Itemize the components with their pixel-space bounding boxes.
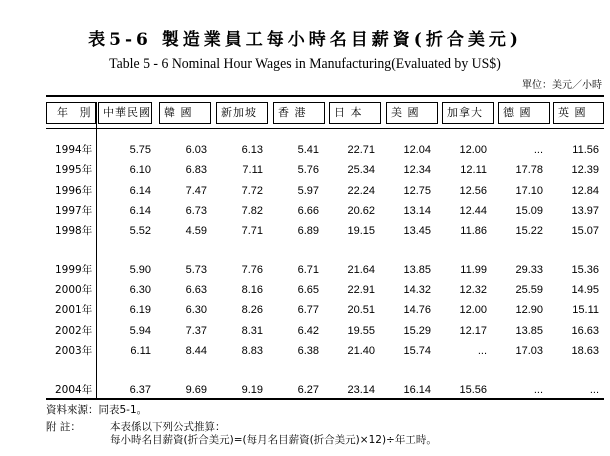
table-row	[46, 161, 604, 180]
table-cell: 12.17	[459, 325, 487, 337]
table-cell: 13.97	[571, 205, 599, 217]
table-cell: 5.90	[129, 264, 151, 276]
row-year: 2002年	[55, 325, 93, 337]
header-year: 年 別	[46, 102, 96, 124]
table-cell: 7.11	[242, 164, 263, 176]
table-cell: 9.19	[241, 384, 263, 396]
table-cell: 15.07	[571, 225, 599, 237]
table-cell: 16.63	[571, 325, 599, 337]
header-country-roc: 中華民國	[98, 102, 152, 124]
table-cell: 6.14	[129, 205, 151, 217]
table-cell: 20.51	[347, 304, 375, 316]
table-cell: 14.95	[571, 284, 599, 296]
page-title-english: Table 5 - 6 Nominal Hour Wages in Manufacturing(Evaluated by US$)	[109, 56, 501, 72]
table-row	[46, 182, 604, 201]
table-cell: 5.73	[185, 264, 207, 276]
table-cell: 17.03	[515, 345, 543, 357]
table-cell: 11.56	[572, 144, 599, 156]
table-cell: 19.55	[347, 325, 375, 337]
table-cell: 15.09	[515, 205, 543, 217]
table-cell: 6.30	[129, 284, 151, 296]
table-cell: 11.99	[460, 264, 487, 276]
table-cell: 6.19	[129, 304, 151, 316]
footnote-source: 資料來源：同表5-1。	[46, 404, 148, 416]
table-cell: 4.59	[185, 225, 207, 237]
row-year: 1997年	[55, 205, 93, 217]
table-cell: 6.63	[185, 284, 207, 296]
table-cell: 25.59	[515, 284, 543, 296]
table-cell: 5.94	[129, 325, 151, 337]
table-cell: 13.45	[403, 225, 431, 237]
table-cell: 22.71	[347, 144, 375, 156]
table-cell: 13.85	[515, 325, 543, 337]
page-title-chinese: 表5-6 製造業員工每小時名目薪資(折合美元)	[88, 30, 522, 50]
table-cell: 8.26	[241, 304, 263, 316]
row-year: 1999年	[55, 264, 93, 276]
table-cell: 6.38	[297, 345, 319, 357]
table-cell: 6.10	[129, 164, 151, 176]
table-cell: 6.14	[129, 185, 151, 197]
table-row	[46, 322, 604, 341]
table-cell: 14.76	[403, 304, 431, 316]
table-cell: 25.34	[347, 164, 375, 176]
table-cell: 17.10	[515, 185, 543, 197]
header-country-japan: 日 本	[329, 102, 381, 124]
table-cell: 12.04	[403, 144, 431, 156]
table-cell: 20.62	[347, 205, 375, 217]
table-cell: 7.76	[241, 264, 263, 276]
table-cell: 8.83	[241, 345, 263, 357]
row-year: 1994年	[55, 144, 93, 156]
table-cell: 21.64	[347, 264, 375, 276]
table-cell: 5.97	[297, 185, 319, 197]
unit-label: 單位：美元／小時	[522, 80, 602, 91]
table-cell: 14.32	[403, 284, 431, 296]
table-cell: ...	[533, 144, 543, 156]
footnote-line-1: 本表係以下列公式推算：	[110, 421, 226, 433]
table-cell: 6.77	[297, 304, 319, 316]
table-cell: 17.78	[515, 164, 543, 176]
table-cell: 6.65	[297, 284, 319, 296]
table-cell: 22.91	[347, 284, 375, 296]
table-cell: 7.37	[185, 325, 207, 337]
table-row	[46, 222, 604, 241]
table-cell: 21.40	[347, 345, 375, 357]
table-cell: 12.11	[460, 164, 487, 176]
table-cell: 23.14	[347, 384, 375, 396]
table-cell: 5.41	[297, 144, 319, 156]
table-cell: ...	[477, 345, 487, 357]
table-cell: 12.56	[459, 185, 487, 197]
table-row	[46, 202, 604, 221]
table-cell: 15.22	[515, 225, 543, 237]
table-cell: 9.69	[185, 384, 207, 396]
table-cell: 12.75	[403, 185, 431, 197]
header-country-singapore: 新加坡	[216, 102, 268, 124]
header-country-germany: 德 國	[498, 102, 550, 124]
row-year: 2003年	[55, 345, 93, 357]
table-cell: 6.71	[297, 264, 319, 276]
table-cell: 13.14	[403, 205, 431, 217]
table-cell: 5.76	[297, 164, 319, 176]
table-cell: 6.27	[297, 384, 319, 396]
table-cell: 6.66	[297, 205, 319, 217]
header-country-uk: 英 國	[553, 102, 604, 124]
header-country-usa: 美 國	[386, 102, 438, 124]
table-cell: 15.11	[572, 304, 599, 316]
footnote-label: 附 註：	[46, 421, 81, 433]
table-cell: 16.14	[403, 384, 431, 396]
header-country-korea: 韓 國	[159, 102, 211, 124]
table-cell: ...	[533, 384, 543, 396]
row-year: 2000年	[55, 284, 93, 296]
table-row	[46, 381, 604, 400]
table-cell: 6.89	[297, 225, 319, 237]
table-cell: 5.75	[129, 144, 151, 156]
table-cell: 29.33	[515, 264, 543, 276]
table-cell: 12.44	[459, 205, 487, 217]
table-cell: 12.34	[403, 164, 431, 176]
table-cell: 6.30	[185, 304, 207, 316]
table-cell: 6.83	[185, 164, 207, 176]
header-country-hongkong: 香 港	[273, 102, 325, 124]
table-row	[46, 281, 604, 300]
table-row	[46, 301, 604, 320]
table-cell: 15.36	[571, 264, 599, 276]
table-cell: 6.73	[185, 205, 207, 217]
table-cell: 18.63	[571, 345, 599, 357]
table-cell: 12.90	[515, 304, 543, 316]
row-year: 2004年	[55, 384, 93, 396]
table-cell: 7.47	[185, 185, 207, 197]
table-cell: 7.72	[241, 185, 263, 197]
table-cell: 6.37	[129, 384, 151, 396]
table-row	[46, 141, 604, 160]
table-cell: 6.42	[297, 325, 319, 337]
table-cell: 8.16	[241, 284, 263, 296]
table-cell: 13.85	[403, 264, 431, 276]
footnote-line-2: 每小時名目薪資(折合美元)=(每月名目薪資(折合美元)×12)÷年工時。	[110, 434, 437, 446]
row-year: 1995年	[55, 164, 93, 176]
table-cell: 5.52	[129, 225, 151, 237]
header-country-canada: 加拿大	[442, 102, 494, 124]
table-cell: 7.71	[241, 225, 263, 237]
table-cell: 15.74	[403, 345, 431, 357]
row-year: 2001年	[55, 304, 93, 316]
table-cell: 11.86	[460, 225, 487, 237]
table-cell: 8.31	[241, 325, 263, 337]
row-year: 1996年	[55, 185, 93, 197]
table-cell: 6.11	[130, 345, 151, 357]
table-cell: 19.15	[347, 225, 375, 237]
table-row	[46, 342, 604, 361]
row-year: 1998年	[55, 225, 93, 237]
table-cell: 15.56	[459, 384, 487, 396]
table-cell: 6.13	[241, 144, 263, 156]
header-divider	[46, 128, 604, 129]
table-cell: 6.03	[185, 144, 207, 156]
table-cell: 12.00	[459, 304, 487, 316]
table-cell: 12.84	[571, 185, 599, 197]
table-cell: 8.44	[185, 345, 207, 357]
table-cell: 7.82	[241, 205, 263, 217]
table-row	[46, 261, 604, 280]
table-cell: 12.39	[571, 164, 599, 176]
wage-table	[46, 95, 604, 400]
table-cell: ...	[589, 384, 599, 396]
table-cell: 12.00	[459, 144, 487, 156]
table-cell: 12.32	[459, 284, 487, 296]
table-cell: 22.24	[347, 185, 375, 197]
table-cell: 15.29	[403, 325, 431, 337]
